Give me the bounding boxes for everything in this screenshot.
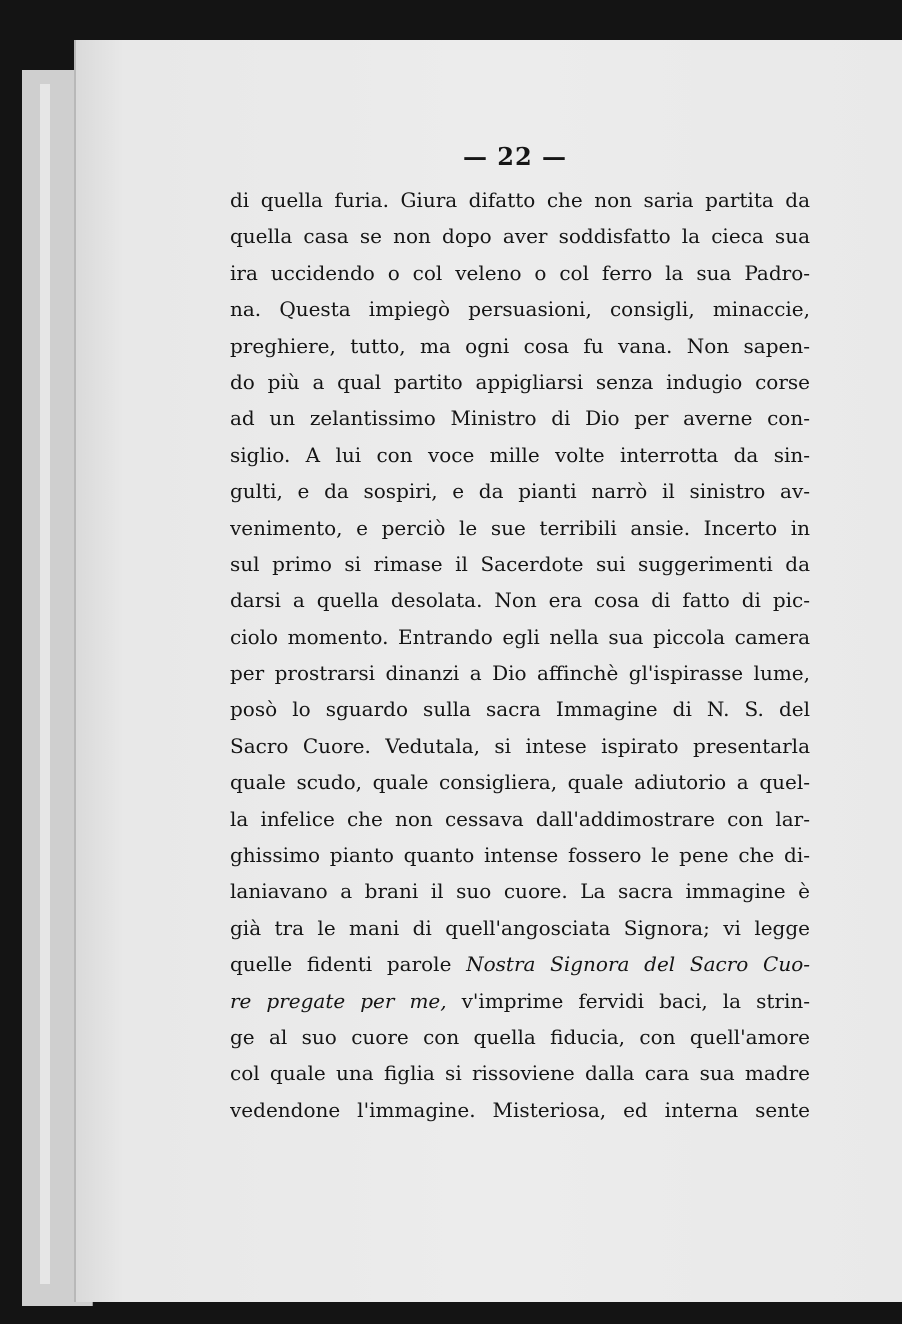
italic-quote: Nostra Signora del Sacro Cuo-	[466, 952, 810, 977]
text-line: darsi a quella desolata. Non era cosa di fatto di pic-	[230, 588, 810, 613]
text-line: per prostrarsi dinanzi a Dio affinchè gl'ispirasse lume,	[230, 661, 810, 686]
text-run: quelle fidenti parole	[230, 952, 467, 977]
text-line: posò lo sguardo sulla sacra Immagine di N. S. del	[230, 697, 810, 722]
text-line: quella casa se non dopo aver soddisfatto la cieca sua	[230, 224, 810, 249]
text-line: ghissimo pianto quanto intense fossero le pene che di-	[230, 843, 810, 868]
text-line: gulti, e da sospiri, e da pianti narrò il sinistro av-	[230, 479, 810, 504]
page-edge-highlight	[40, 84, 50, 1284]
text-line: vedendone l'immagine. Misteriosa, ed interna sente	[230, 1097, 810, 1122]
text-line-with-italic	[230, 983, 810, 1019]
text-line: ge al suo cuore con quella fiducia, con quell'amore	[230, 1024, 810, 1049]
text-line: la infelice che non cessava dall'addimostrare con lar-	[230, 806, 810, 831]
text-line: quale scudo, quale consigliera, quale adiutorio a quel-	[230, 770, 810, 795]
italic-quote: re pregate per me,	[230, 988, 447, 1013]
text-line: do più a qual partito appigliarsi senza indugio corse	[230, 369, 810, 394]
text-line: ad un zelantissimo Ministro di Dio per averne con-	[230, 406, 810, 431]
text-line: siglio. A lui con voce mille volte interrotta da sin-	[230, 442, 810, 467]
text-line-with-italic	[230, 946, 810, 982]
text-line: na. Questa impiegò persuasioni, consigli, minaccie,	[230, 297, 810, 322]
page-number: — 22 —	[462, 142, 568, 171]
text-run: v'imprime fervidi baci, la strin-	[446, 988, 810, 1013]
text-line: di quella furia. Giura difatto che non saria partita da	[230, 188, 810, 212]
body-text	[230, 182, 810, 1128]
text-line: ira uccidendo o col veleno o col ferro la sua Padro-	[230, 260, 810, 285]
text-line: preghiere, tutto, ma ogni cosa fu vana. Non sapen-	[230, 333, 810, 358]
text-line: ciolo momento. Entrando egli nella sua piccola camera	[230, 624, 810, 649]
text-line: già tra le mani di quell'angosciata Signora; vi legge	[230, 915, 810, 940]
text-line: venimento, e perciò le sue terribili ansie. Incerto in	[230, 515, 810, 540]
text-line: laniavano a brani il suo cuore. La sacra immagine è	[230, 879, 810, 904]
text-line: Sacro Cuore. Vedutala, si intese ispirato presentarla	[230, 733, 810, 758]
text-line: sul primo si rimase il Sacerdote sui suggerimenti da	[230, 551, 810, 576]
text-line: col quale una figlia si rissoviene dalla cara sua madre	[230, 1061, 810, 1086]
